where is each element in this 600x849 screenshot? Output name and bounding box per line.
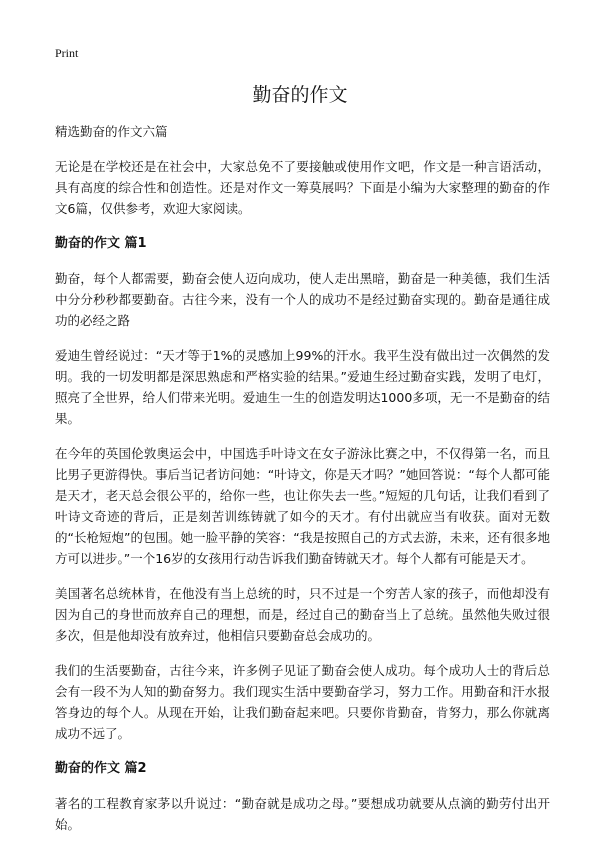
- paragraph: 勤奋，每个人都需要，勤奋会使人迈向成功，使人走出黑暗，勤奋是一种美德，我们生活中分分秒秒都要勤奋。古往今来，没有一个人的成功不是经过勤奋实现的。勤奋是通往成功的必经之路: [55, 271, 550, 328]
- section-heading: 勤奋的作文 篇1: [55, 236, 147, 251]
- paragraph: 美国著名总统林肯，在他没有当上总统的时，只不过是一个穷苦人家的孩子，而他却没有因为自己的身世而放弃自己的理想，而是，经过自己的勤奋当上了总统。虽然他失败过很多次，但是他却没有放弃过，他相信只要勤奋总会成功的。: [55, 586, 550, 643]
- print-link[interactable]: Print: [55, 46, 79, 60]
- paragraph: 爱迪生曾经说过：“天才等于1%的灵感加上99%的汗水。我平生没有做出过一次偶然的发明。我的一切发明都是深思熟虑和严格实验的结果。”爱迪生经过勤奋实践，发明了电灯，照亮了全世界，给人们带来光明。爱迪生一生的创造发明达1000多项，无一不是勤奋的结果。: [55, 348, 550, 426]
- paragraph: 著名的工程教育家茅以升说过：“勤奋就是成功之母。”要想成功就要从点滴的勤劳付出开始。: [55, 796, 550, 832]
- article-body: [55, 121, 550, 849]
- article-subtitle: 精选勤奋的作文六篇: [55, 124, 168, 139]
- paragraph: 我们的生活要勤奋，古往今来，许多例子见证了勤奋会使人成功。每个成功人士的背后总会有一段不为人知的勤奋努力。我们现实生活中要勤奋学习，努力工作。用勤奋和汗水报答身边的每个人。从现在开始，让我们勤奋起来吧。只要你肯勤奋，肯努力，那么你就离成功不远了。: [55, 663, 550, 741]
- paragraph: 在今年的英国伦敦奥运会中，中国选手叶诗文在女子游泳比赛之中，不仅得第一名，而且比男子更游得快。事后当记者访问她：“叶诗文，你是天才吗？”她回答说：“每个人都可能是天才，老天总会很公平的，给你一些，也让你失去一些。”短短的几句话，让我们看到了叶诗文奇迹的背后，正是刻苦训练铸就了如今的天才。有付出就应当有收获。面对无数的“长枪短炮”的包围。她一脸平静的笑容：“我是按照自己的方式去游，未来，还有很多地方可以进步。”一个16岁的女孩用行动告诉我们勤奋铸就天才。每个人都有可能是天才。: [55, 446, 550, 566]
- page-title: 勤奋的作文: [252, 84, 348, 106]
- section-heading: 勤奋的作文 篇2: [55, 761, 147, 776]
- intro-paragraph: 无论是在学校还是在社会中，大家总免不了要接触或使用作文吧，作文是一种言语活动，具有高度的综合性和创造性。还是对作文一筹莫展吗？下面是小编为大家整理的勤奋的作文6篇，仅供参考，欢迎大家阅读。: [55, 159, 550, 216]
